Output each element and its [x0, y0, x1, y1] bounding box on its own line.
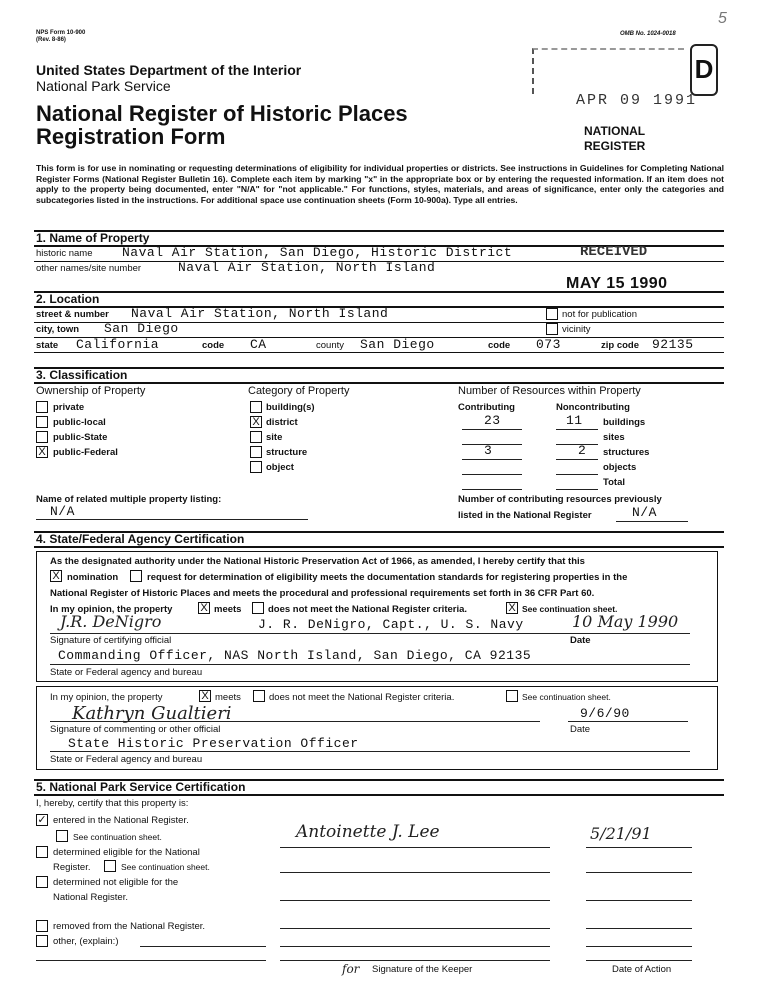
commenting-agency-label: State or Federal agency and bureau	[50, 754, 203, 765]
county-code-value[interactable]: 073	[536, 337, 561, 352]
noncontributing-buildings[interactable]: 11	[566, 413, 583, 428]
stamp-national: NATIONAL	[584, 124, 646, 138]
nomination-label: nomination	[67, 572, 119, 583]
state-code-label: code	[202, 340, 225, 351]
certifying-agency-value[interactable]: Commanding Officer, NAS North Island, San Diego, CA 92135	[58, 648, 532, 663]
section-5-title: 5. National Park Service Certification	[36, 780, 246, 794]
service-name: National Park Service	[36, 78, 171, 94]
does-not-meet-label: does not meet the National Register criteria.	[268, 604, 468, 615]
nomination-checkbox[interactable]: X	[50, 570, 62, 582]
category-site-label: site	[266, 432, 283, 443]
category-building-label: building(s)	[266, 402, 315, 413]
not-eligible-checkbox[interactable]	[36, 876, 48, 888]
category-object-checkbox[interactable]	[250, 461, 262, 473]
certifying-date-label: Date	[570, 635, 591, 646]
commenting-official-date[interactable]: 9/6/90	[580, 706, 630, 721]
section-3-title: 3. Classification	[36, 368, 128, 382]
county-label: county	[316, 340, 344, 351]
keeper-signature: Antoinette J. Lee	[296, 822, 440, 842]
zip-value[interactable]: 92135	[652, 337, 694, 352]
determined-eligible-label-2: Register.	[53, 862, 91, 873]
multiple-property-label: Name of related multiple property listing:	[36, 494, 222, 505]
noncontributing-heading: Noncontributing	[556, 402, 630, 413]
cert-line-2: request for determination of eligibility meets the documentation standards for registering properties in the	[147, 572, 628, 583]
form-title-line2: Registration Form	[36, 124, 226, 149]
commenting-signature-label: Signature of commenting or other official	[50, 724, 221, 735]
opinion2-continuation-label: See continuation sheet.	[522, 692, 611, 702]
entered-label: entered in the National Register.	[53, 815, 189, 826]
county-code-label: code	[488, 340, 511, 351]
eligible-continuation-checkbox[interactable]	[104, 860, 116, 872]
commenting-official-signature: Kathryn Gualtieri	[72, 703, 232, 724]
opinion2-does-not-meet-label: does not meet the National Register criteria.	[269, 692, 455, 703]
action-date-label: Date of Action	[612, 964, 672, 975]
cert-line-3: National Register of Historic Places and meets the procedural and professional requirements set forth in 36 CFR Part 60.	[50, 588, 595, 599]
stamp-register: REGISTER	[584, 139, 646, 153]
not-for-publication-label: not for publication	[562, 309, 637, 320]
form-number: NPS Form 10-900	[36, 30, 86, 36]
ownership-public-local-label: public-local	[53, 417, 106, 428]
determined-eligible-label-1: determined eligible for the National	[53, 847, 200, 858]
category-structure-checkbox[interactable]	[250, 446, 262, 458]
previously-listed-value[interactable]: N/A	[632, 505, 657, 520]
ownership-public-local-checkbox[interactable]	[36, 416, 48, 428]
certifying-agency-label: State or Federal agency and bureau	[50, 667, 203, 678]
category-heading: Category of Property	[248, 385, 350, 397]
city-value[interactable]: San Diego	[104, 321, 179, 336]
determined-eligible-checkbox[interactable]	[36, 846, 48, 858]
entered-continuation-checkbox[interactable]	[56, 830, 68, 842]
commenting-date-label: Date	[570, 724, 591, 735]
keeper-signature-label: Signature of the Keeper	[372, 964, 473, 975]
resources-heading: Number of Resources within Property	[458, 385, 641, 397]
meets-label: meets	[214, 604, 242, 615]
previously-listed-label-1: Number of contributing resources previously	[458, 494, 662, 505]
other-label: other, (explain:)	[53, 936, 119, 947]
ownership-public-federal-label: public-Federal	[53, 447, 118, 458]
total-label: Total	[603, 477, 625, 488]
form-title-line1: National Register of Historic Places	[36, 101, 408, 126]
opinion2-label: In my opinion, the property	[50, 692, 163, 703]
category-district-label: district	[266, 417, 298, 428]
opinion2-does-not-meet-checkbox[interactable]	[253, 690, 265, 702]
noncontributing-structures[interactable]: 2	[578, 443, 587, 458]
buildings-label: buildings	[603, 417, 646, 428]
contributing-heading: Contributing	[458, 402, 515, 413]
ownership-heading: Ownership of Property	[36, 385, 146, 397]
category-site-checkbox[interactable]	[250, 431, 262, 443]
other-names-value[interactable]: Naval Air Station, North Island	[178, 260, 436, 275]
vicinity-label: vicinity	[562, 324, 591, 335]
stamp-date: APR 09 1991	[576, 92, 698, 109]
structures-label: structures	[603, 447, 650, 458]
action-date-handwritten: 5/21/91	[590, 824, 652, 843]
street-value[interactable]: Naval Air Station, North Island	[131, 306, 389, 321]
section-4-title: 4. State/Federal Agency Certification	[36, 532, 245, 546]
entered-checkbox[interactable]: ✓	[37, 814, 47, 826]
continuation-sheet-checkbox[interactable]: X	[506, 602, 518, 614]
category-building-checkbox[interactable]	[250, 401, 262, 413]
ownership-public-state-checkbox[interactable]	[36, 431, 48, 443]
opinion2-meets-label: meets	[215, 692, 241, 703]
previously-listed-label-2: listed in the National Register	[458, 510, 592, 521]
keeper-for-mark: for	[342, 962, 360, 976]
ownership-private-label: private	[53, 402, 85, 413]
entered-continuation-label: See continuation sheet.	[73, 832, 162, 842]
certifying-date-handwritten: 10 May 1990	[572, 612, 679, 631]
category-object-label: object	[266, 462, 294, 473]
zip-label: zip code	[601, 340, 640, 351]
other-names-label: other names/site number	[36, 263, 142, 274]
other-checkbox[interactable]	[36, 935, 48, 947]
section-1-title: 1. Name of Property	[36, 231, 150, 245]
form-revision: (Rev. 8-86)	[36, 37, 66, 43]
ownership-private-checkbox[interactable]	[36, 401, 48, 413]
corner-mark: 5	[718, 10, 727, 27]
ownership-public-federal-checkbox[interactable]: X	[36, 446, 48, 458]
received-date-stamp: MAY 15 1990	[566, 275, 668, 292]
nps-cert-intro: I, hereby, certify that this property is:	[36, 798, 189, 809]
received-stamp-frame	[532, 48, 684, 94]
certifying-signature-label: Signature of certifying official	[50, 635, 172, 646]
contributing-structures[interactable]: 3	[484, 443, 493, 458]
received-stamp: RECEIVED	[580, 244, 648, 260]
not-eligible-label-2: National Register.	[53, 892, 128, 903]
historic-name-label: historic name	[36, 248, 93, 259]
cert-opinion-label: In my opinion, the property	[50, 604, 173, 615]
does-not-meet-checkbox[interactable]	[252, 602, 264, 614]
certifying-official-name[interactable]: J. R. DeNigro, Capt., U. S. Navy	[258, 617, 524, 632]
commenting-official-title[interactable]: State Historic Preservation Officer	[68, 736, 359, 751]
sites-label: sites	[603, 432, 625, 443]
omb-number: OMB No. 1024-0018	[620, 31, 676, 37]
opinion2-meets-checkbox[interactable]: X	[199, 690, 211, 702]
city-label: city, town	[36, 324, 80, 335]
cert-line-1: As the designated authority under the National Historic Preservation Act of 1966, as amended, I hereby certify that this	[50, 556, 585, 567]
instructions-text: This form is for use in nominating or requesting determinations of eligibility for individual properties or districts. See instructions in Guidelines for Completing National Register Forms (National Register Bulletin 16). Complete each item by marking "x" in the appropriate box or by entering the requested information. If an item does not apply to the property being documented, enter "N/A" for "not applicable." For functions, styles, materials, and areas of significance, enter only the categories and subcategories listed in the instructions. For additional space use continuation sheets (Form 10-900a). Type all entries.	[36, 163, 724, 205]
state-label: state	[36, 340, 59, 351]
section-2-title: 2. Location	[36, 292, 100, 306]
department-name: United States Department of the Interior	[36, 62, 302, 78]
vicinity-checkbox[interactable]	[546, 323, 558, 335]
request-determination-checkbox[interactable]	[130, 570, 142, 582]
street-label: street & number	[36, 309, 109, 320]
meets-checkbox[interactable]: X	[198, 602, 210, 614]
eligible-continuation-label: See continuation sheet.	[121, 862, 210, 872]
category-district-checkbox[interactable]: X	[250, 416, 262, 428]
multiple-property-value[interactable]: N/A	[50, 504, 75, 519]
certifying-signature: J.R. DeNigro	[60, 612, 162, 631]
historic-name-value[interactable]: Naval Air Station, San Diego, Historic District	[122, 245, 513, 260]
objects-label: objects	[603, 462, 637, 473]
opinion2-continuation-checkbox[interactable]	[506, 690, 518, 702]
removed-label: removed from the National Register.	[53, 921, 206, 932]
state-value[interactable]: California	[76, 337, 160, 352]
county-value[interactable]: San Diego	[360, 337, 435, 352]
removed-checkbox[interactable]	[36, 920, 48, 932]
stamp-letter-box: D	[690, 44, 718, 96]
contributing-buildings[interactable]: 23	[484, 413, 501, 428]
category-structure-label: structure	[266, 447, 308, 458]
ownership-public-state-label: public-State	[53, 432, 108, 443]
state-code-value[interactable]: CA	[250, 337, 267, 352]
not-for-publication-checkbox[interactable]	[546, 308, 558, 320]
continuation-sheet-label: See continuation sheet.	[522, 604, 618, 614]
not-eligible-label-1: determined not eligible for the	[53, 877, 179, 888]
